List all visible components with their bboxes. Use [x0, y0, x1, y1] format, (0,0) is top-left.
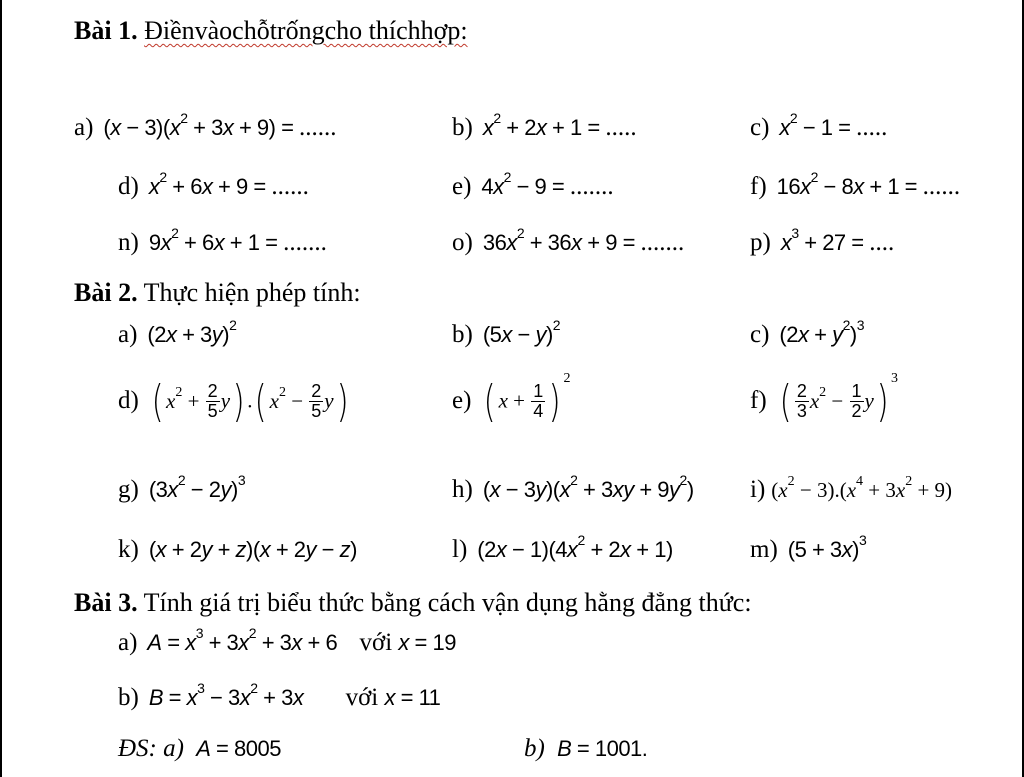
bai2-title: Thực hiện phép tính: [143, 278, 361, 307]
bai2-item-h: h) $(x - 3y)(x^2 + 3xy + 9y^2)$ [452, 471, 694, 503]
item-label: b) [118, 684, 139, 711]
answer-b-label: b) [524, 735, 545, 762]
answer-a-label: a) [163, 735, 184, 762]
item-label: p) [750, 229, 771, 256]
bai2-item-m: m) $(5 + 3x)^3$ [750, 531, 867, 563]
bai1-item-c: c) $x^2 - 1$ = ..... [750, 109, 888, 141]
item-label: d) [118, 173, 139, 200]
item-label: h) [452, 476, 473, 503]
bai3-item-a: a) $A = x^3 + 3x^2 + 3x + 6$ với x = 19 [118, 624, 456, 656]
item-label: g) [118, 476, 139, 503]
answer-label: ĐS: [118, 735, 157, 762]
item-label: c) [750, 114, 770, 141]
bai1-heading [74, 16, 468, 46]
x-value: 11 [418, 685, 441, 710]
x-value: 19 [432, 630, 456, 655]
bai2-number: Bài 2. [74, 278, 138, 307]
bai3-number: Bài 3. [74, 588, 138, 617]
bai3-title: Tính giá trị biểu thức bằng cách vận dụng hằng đẳng thức: [143, 588, 752, 617]
blank-dots: ....... [640, 229, 685, 256]
bai2-item-k: k) (x + 2y + z)(x + 2y − z) [118, 536, 357, 563]
bai2-item-d: d) ( $x^2$ + $\frac{2}{5}$ y) .( $x^2$ − $\frac{2}{5}$ y) [118, 376, 349, 427]
item-label: a) [118, 629, 138, 656]
answer-a-value: 8005 [233, 736, 281, 761]
bai1-item-b: b) $x^2 + 2x + 1$ = ..... [452, 109, 637, 141]
blank-dots: ..... [605, 114, 637, 141]
blank-dots: ....... [283, 229, 327, 256]
blank-dots: ....... [569, 173, 614, 200]
blank-dots: .... [869, 229, 895, 256]
bai2-item-l: l) $(2x - 1)(4x^2 + 2x + 1)$ [452, 531, 673, 563]
item-label: e) [452, 386, 472, 414]
blank-dots: ...... [271, 173, 309, 200]
voi-word: với [345, 684, 379, 711]
item-label: i) [750, 476, 766, 503]
item-label: o) [452, 229, 473, 256]
item-label: n) [118, 229, 139, 256]
item-label: f) [750, 173, 767, 200]
bai2-heading [74, 278, 361, 308]
bai1-number: Bài 1. [74, 16, 138, 45]
bai2-item-a: a) $(2x + 3y)^2$ [118, 316, 237, 348]
bai2-item-c: c) $(2x + y^2)^3$ [750, 316, 864, 348]
item-label: e) [452, 173, 472, 200]
item-label: a) [74, 114, 94, 141]
item-label: k) [118, 536, 139, 563]
bai1-item-o: o) $36x^2 + 36x + 9$ = ....... [452, 224, 685, 256]
bai1-item-n: n) $9x^2 + 6x + 1$ = ....... [118, 224, 327, 256]
page-border-left [0, 0, 2, 777]
answer-line-b: b) B = 1001. [524, 735, 648, 762]
item-label: f) [750, 386, 767, 414]
blank-dots: ...... [299, 114, 337, 141]
bai2-item-b: b) $(5x - y)^2$ [452, 316, 561, 348]
bai3-item-b: b) $B = x^3 - 3x^2 + 3x$ với x = 11 [118, 679, 441, 711]
bai1-item-e: e) $4x^2 - 9$ = ....... [452, 168, 614, 200]
voi-word: với [359, 629, 393, 656]
item-label: a) [118, 321, 138, 348]
bai1-title: Điềnvàochỗtrốngcho thíchhợp: [144, 16, 468, 45]
blank-dots: ...... [922, 173, 961, 200]
answer-line: ĐS: a) A = 8005 [118, 735, 281, 762]
bai2-item-e: e) ( x + $\frac{1}{4}$ ) $^2$ [452, 371, 571, 427]
blank-dots: ..... [856, 114, 888, 141]
bai1-item-a: a) $(x - 3)(x^2 + 3x + 9)$ = ...... [74, 109, 337, 141]
bai2-item-i: i) $(x^2 - 3).(x^4 + 3x^2 + 9)$ [750, 474, 953, 503]
bai3-heading [74, 588, 752, 618]
bai1-item-d: d) $x^2 + 6x + 9$ = ...... [118, 168, 309, 200]
item-label: m) [750, 536, 778, 563]
bai2-item-g: g) $(3x^2 - 2y)^3$ [118, 471, 246, 503]
item-label: c) [750, 321, 770, 348]
answer-b-value: 1001. [594, 736, 648, 761]
item-label: l) [452, 536, 468, 563]
bai1-item-p: p) $x^3 + 27$ = .... [750, 224, 895, 256]
bai1-item-f: f) $16x^2 - 8x + 1$ = ...... [750, 168, 961, 200]
item-label: b) [452, 321, 473, 348]
bai2-item-f: f) ( $\frac{2}{3}$ $x^2$ − $\frac{1}{2}$ y) $^3$ [750, 371, 899, 427]
item-label: d) [118, 386, 139, 414]
item-label: b) [452, 114, 473, 141]
